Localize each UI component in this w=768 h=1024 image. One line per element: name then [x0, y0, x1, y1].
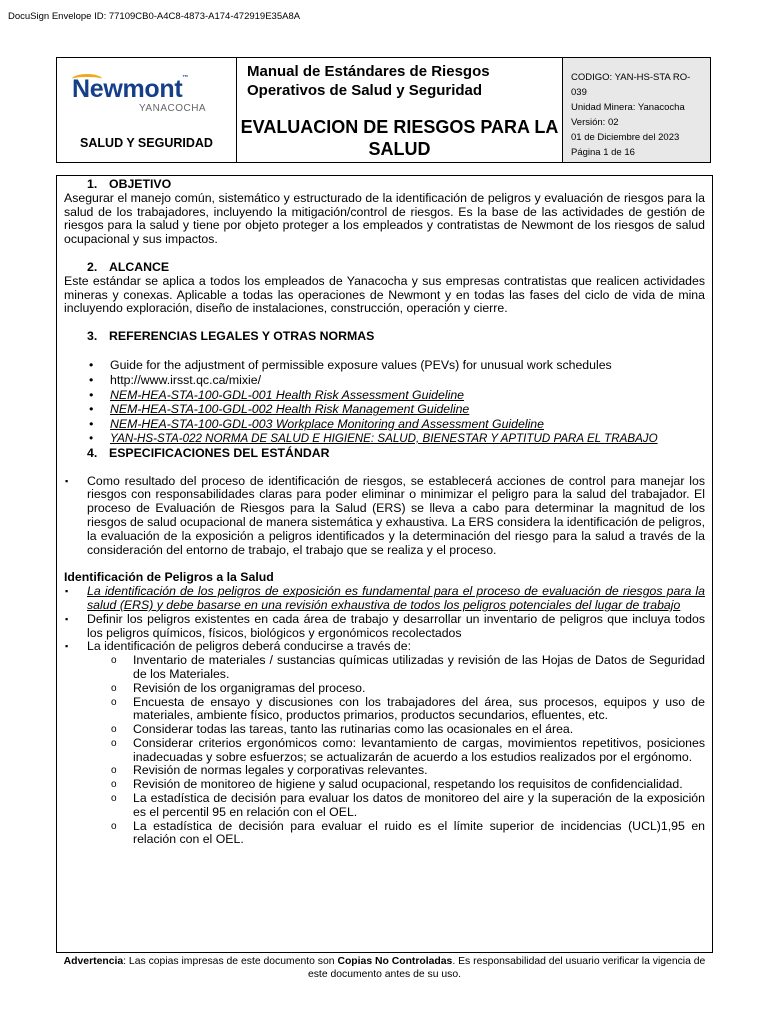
hazard-subitem: o La estadística de decisión para evaluar los datos de monitoreo del aire y la superación de la exposición es el percentil 95 en relación con el OEL. — [64, 792, 705, 820]
document-title: EVALUACION DE RIESGOS PARA LA SALUD — [240, 117, 559, 159]
hazard-subitem: o Revisión de normas legales y corporativas relevantes. — [64, 764, 705, 778]
department-label: SALUD Y SEGURIDAD — [80, 136, 213, 150]
hazard-subitem: o La estadística de decisión para evaluar el ruido es el límite superior de incidencias (UCL)1,95 en relación con el OEL. — [64, 820, 705, 848]
hazard-subitem: o Encuesta de ensayo y discusiones con los trabajadores del área, sus procesos, equipos y uso de materiales, ambiente físico, productos primarios, productos secundarios, efluentes, etc. — [64, 696, 705, 724]
docusign-envelope-id: DocuSign Envelope ID: 77109CB0-A4C8-4873-A174-472919E35A8A — [8, 11, 301, 22]
section-title-objetivo: 1. OBJETIVO — [87, 177, 172, 191]
reference-link[interactable]: • NEM-HEA-STA-100-GDL-002 Health Risk Management Guideline — [64, 402, 705, 417]
mining-unit: Unidad Minera: Yanacocha — [571, 102, 685, 113]
warning-label: Advertencia — [63, 956, 124, 967]
newmont-logo: Newmont™ — [72, 75, 189, 103]
title-cell — [237, 58, 563, 162]
section-title-alcance: 2. ALCANCE — [87, 259, 170, 274]
footer-warning — [56, 955, 713, 981]
hazard-subitem: o Revisión de monitoreo de higiene y salud ocupacional, respetando los requisitos de confidencialidad. — [64, 778, 705, 792]
objetivo-text: Asegurar el manejo común, sistemático y estructurado de la identificación de peligros y evaluación de riesgos para la salud de los trabajadores, incluyendo la mitigación/control de riesgos. Es la base de las actividades de gestión de riesgos para la salud y tiene por objeto proteger a los empleados y contratistas de Newmont de los riesgos de salud ocupacional y sus impactos. — [64, 190, 705, 247]
section-title-especificaciones: 4. ESPECIFICACIONES DEL ESTÁNDAR — [87, 445, 330, 460]
section-title-referencias: 3. REFERENCIAS LEGALES Y OTRAS NORMAS — [87, 329, 375, 344]
hazard-subitem: o Considerar todas las tareas, tanto las rutinarias como las ocasionales en el área. — [64, 723, 705, 737]
hazard-bullet: ▪ La identificación de los peligros de exposición es fundamental para el proceso de evaluación de riesgos para la salud (ERS) y debe basarse en una revisión exhaustiva de todos los peligros potenciales del lugar de trabajo — [64, 585, 705, 613]
reference-item: • Guide for the adjustment of permissible exposure values (PEVs) for unusual work schedules — [64, 358, 705, 373]
doc-code: CODIGO: YAN-HS-STA RO-039 — [571, 72, 691, 98]
warning-text-post: . Es responsabilidad del usuario verificar la vigencia de este documento antes de su uso. — [307, 956, 706, 980]
hazard-bullet: ▪ La identificación de peligros deberá conducirse a través de: — [64, 640, 705, 654]
warning-text-pre: : Las copias impresas de este documento son — [123, 956, 338, 967]
reference-link[interactable]: • NEM-HEA-STA-100-GDL-001 Health Risk Assessment Guideline — [64, 388, 705, 403]
hazard-bullet: ▪ Definir los peligros existentes en cada área de trabajo y desarrollar un inventario de peligros que incluya todos los peligros químicos, físicos, biológicos y ergonómicos recolectados — [64, 613, 705, 641]
spec-intro-bullet: ▪ Como resultado del proceso de identificación de riesgos, se establecerá acciones de control para manejar los riesgos con responsabilidades claras para poder eliminar o minimizar el peligro para la salud del trabajador. El proceso de Evaluación de Riesgos para la Salud (ERS) se lleva a cabo para determinar la magnitud de los riesgos de salud ocupacional de manera sistemática y exhaustiva. La ERS considera la identificación de peligros, la evaluación de la exposición a peligros identificados y la determinación del riesgo para la salud a través de la consideración del entorno de trabajo, el trabajo que se realiza y el proceso. — [64, 475, 705, 558]
document-body — [56, 175, 713, 953]
document-header — [56, 57, 711, 163]
document-metadata — [563, 58, 710, 162]
reference-link[interactable]: • http://www.irsst.qc.ca/mixie/ — [64, 373, 705, 388]
hazard-subitem: o Revisión de los organigramas del proceso. — [64, 682, 705, 696]
hazard-subitem: o Considerar criterios ergonómicos como: levantamiento de cargas, movimientos repetitivos, posiciones inadecuadas y sobre esfuerzos; se actualizarán de acuerdo a los estudios realizados por el ergónomo. — [64, 737, 705, 765]
hazard-subitem: o Inventario de materiales / sustancias químicas utilizadas y revisión de las Hojas de Datos de Seguridad de los Materiales. — [64, 654, 705, 682]
doc-date: 01 de Diciembre del 2023 — [571, 132, 680, 143]
doc-version: Versión: 02 — [571, 117, 619, 128]
logo-cell — [57, 58, 237, 162]
manual-title: Manual de Estándares de Riesgos Operativos de Salud y Seguridad — [247, 63, 490, 99]
page-number: Página 1 de 16 — [571, 147, 635, 158]
references-list — [64, 358, 705, 447]
warning-bold: Copias No Controladas — [337, 956, 453, 967]
subheading-identificacion: Identificación de Peligros a la Salud — [64, 570, 274, 585]
alcance-text: Este estándar se aplica a todos los empleados de Yanacocha y sus empresas contratistas que realicen actividades mineras y conexas. Aplicable a todas las operaciones de Newmont y en todas las fases del ciclo de vida de mina incluyendo exploración, diseño de instalaciones, construcción, operación y cierre. — [64, 273, 705, 316]
logo-subtitle: YANACOCHA — [139, 103, 207, 114]
reference-link[interactable]: • YAN-HS-STA-022 NORMA DE SALUD E HIGIENE: SALUD, BIENESTAR Y APTITUD PARA EL TRABAJO — [64, 432, 705, 447]
reference-link[interactable]: • NEM-HEA-STA-100-GDL-003 Workplace Monitoring and Assessment Guideline — [64, 417, 705, 432]
